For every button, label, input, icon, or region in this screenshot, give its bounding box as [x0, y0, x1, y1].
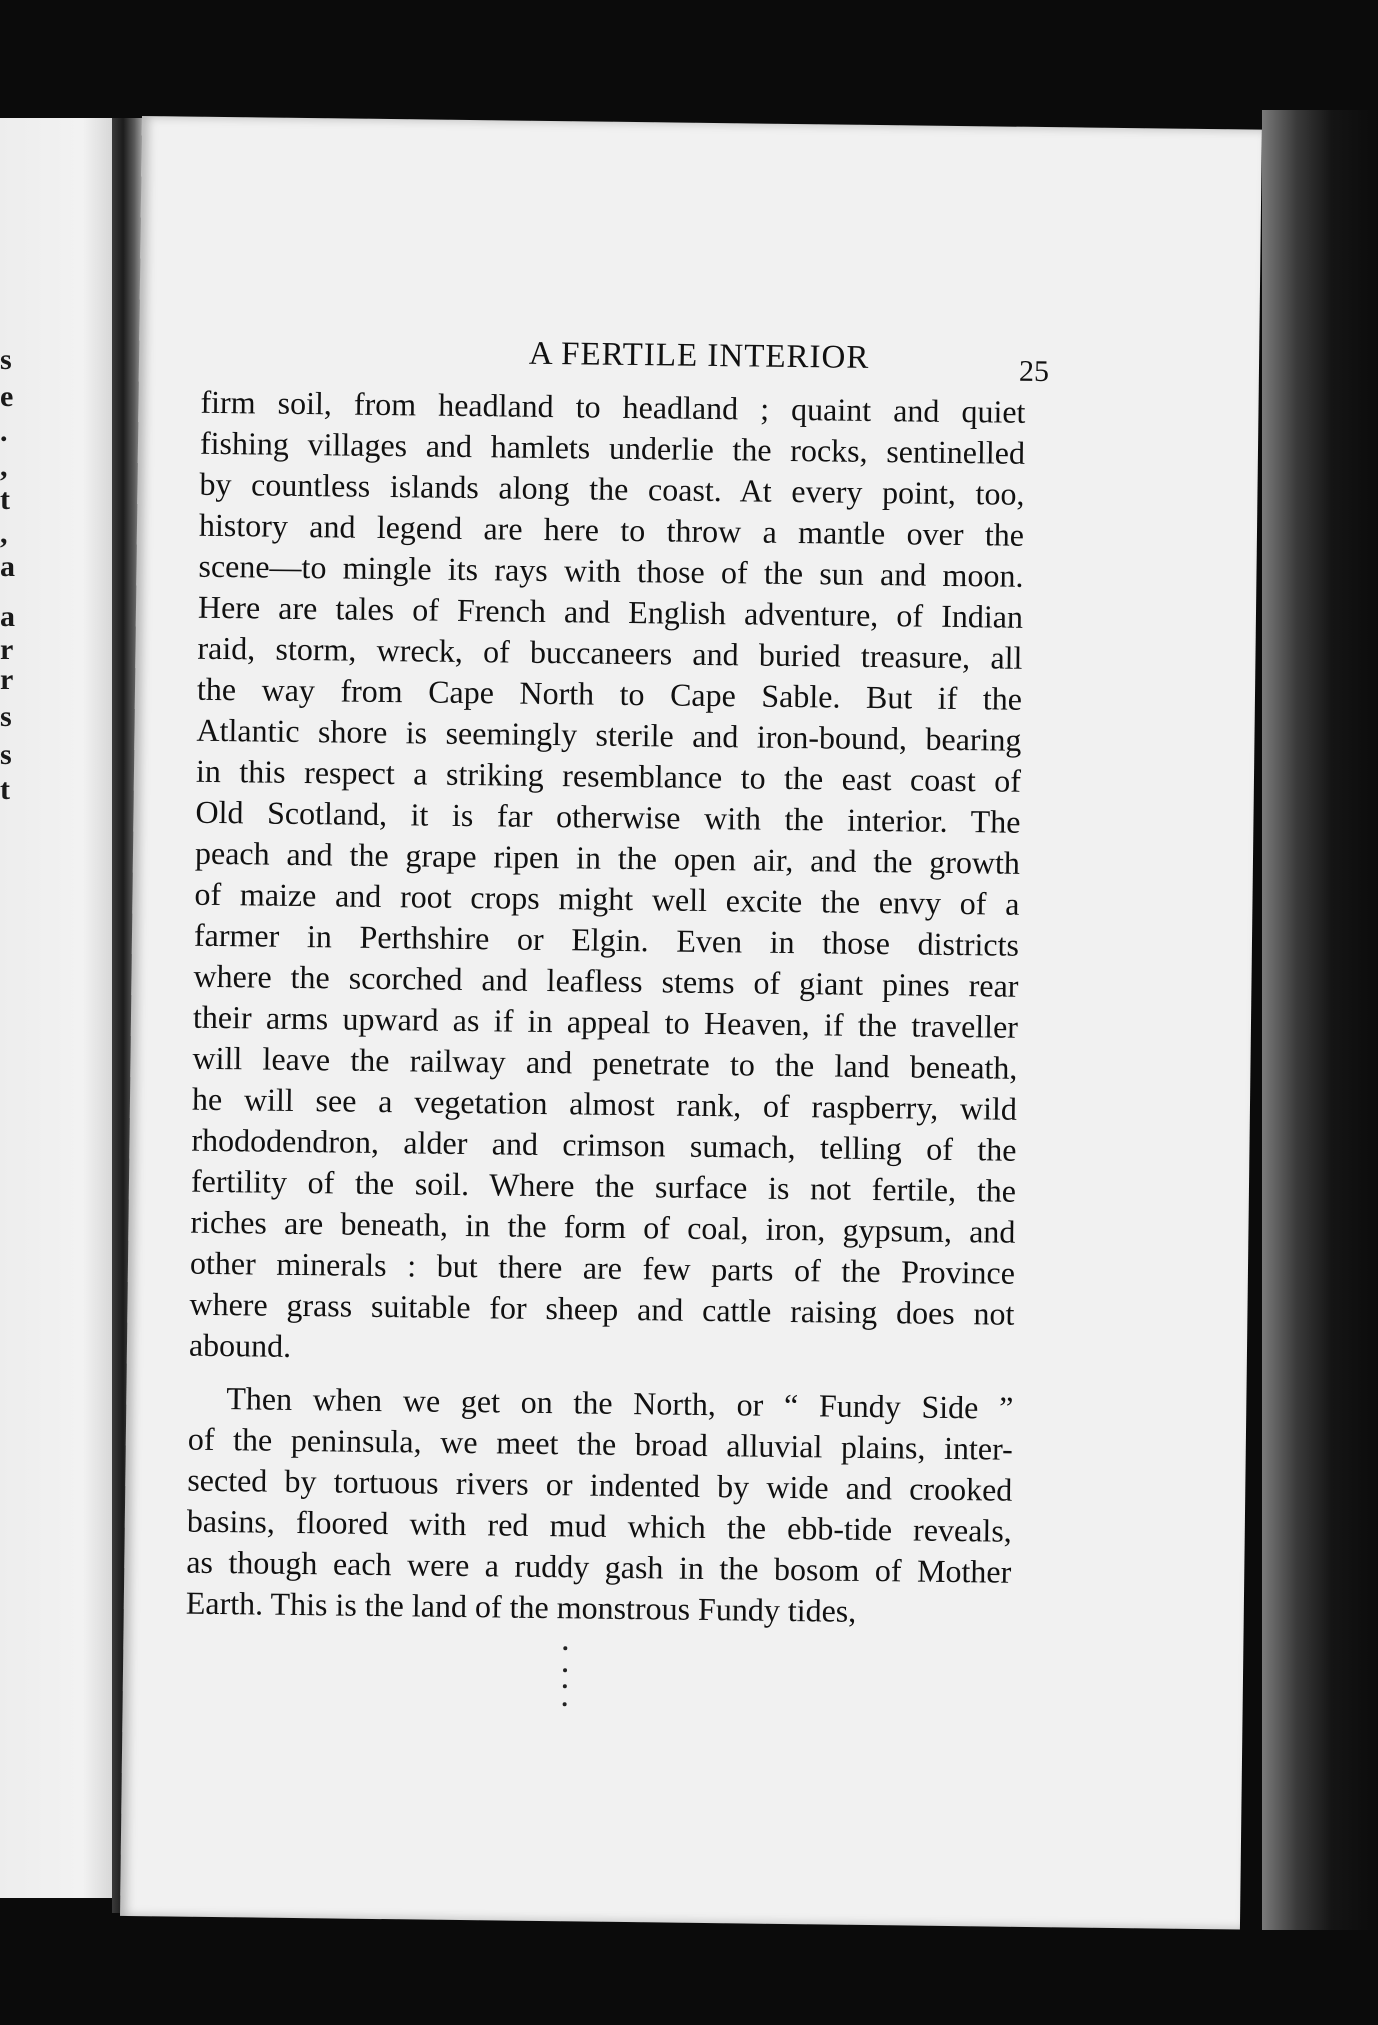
- cut-off-char: e: [0, 380, 14, 413]
- text-line: peach and the grape ripen in the open air, and the growth: [194, 834, 1021, 881]
- cut-off-char: r: [0, 633, 14, 666]
- text-line: the way from Cape North to Cape Sable. But if the: [196, 670, 1023, 717]
- text-line: will leave the railway and penetrate to the land beneath,: [192, 1039, 1018, 1086]
- cut-off-char: t: [0, 483, 10, 516]
- text-line: their arms upward as if in appeal to Heaven, if the traveller: [192, 998, 1019, 1045]
- text-line: basins, floored with red mud which the ebb-tide reveals,: [186, 1502, 1013, 1549]
- text-line: by countless islands along the coast. At every point, too,: [199, 465, 1025, 512]
- text-line: scene—to mingle its rays with those of the sun and moon.: [198, 547, 1024, 594]
- text-line: raid, storm, wreck, of buccaneers and buried treasure, all: [197, 629, 1023, 676]
- text-line: farmer in Perthshire or Elgin. Even in those districts: [193, 916, 1020, 963]
- text-line: rhododendron, alder and crimson sumach, telling of the: [191, 1121, 1017, 1168]
- text-line: in this respect a striking resemblance to the east coast of: [195, 752, 1022, 799]
- running-head: A FERTILE INTERIOR: [528, 335, 870, 376]
- text-line: Atlantic shore is seemingly sterile and iron-bound, bearing: [196, 711, 1022, 758]
- text-line: as though each were a ruddy gash in the bosom of Mother: [186, 1543, 1012, 1590]
- fold-dots: [562, 1646, 569, 1716]
- page-number: 25: [1018, 354, 1050, 389]
- text-line: Old Scotland, it is far otherwise with the interior. The: [195, 793, 1021, 840]
- cut-off-char: a: [0, 550, 15, 583]
- text-line: of the peninsula, we meet the broad alluvial plains, inter-: [187, 1420, 1014, 1467]
- text-line: other minerals : but there are few parts of the Province: [189, 1244, 1016, 1291]
- cut-off-char: s: [0, 738, 12, 771]
- paragraph: [186, 1378, 1014, 1634]
- text-line: abound.: [188, 1326, 292, 1364]
- paragraph: [189, 382, 1026, 1376]
- text-line: he will see a vegetation almost rank, of raspberry, wild: [191, 1080, 1018, 1127]
- cut-off-char: r: [0, 663, 14, 696]
- text-line: history and legend are here to throw a mantle over the: [198, 506, 1025, 553]
- page-edge-shadow: [1262, 110, 1378, 1930]
- cut-off-char: a: [0, 600, 15, 633]
- text-line: firm soil, from headland to headland ; quaint and quiet: [200, 383, 1026, 430]
- body-text: [186, 382, 1026, 1634]
- text-line: Then when we get on the North, or “ Fundy Side ”: [226, 1380, 1014, 1426]
- text-line: of maize and root crops might well excite the envy of a: [194, 875, 1020, 922]
- cut-off-char: t: [0, 773, 10, 806]
- text-line: Here are tales of French and English adventure, of Indian: [197, 588, 1024, 635]
- previous-page-cut-off-text: [0, 118, 30, 1898]
- cut-off-char: s: [0, 343, 12, 376]
- cut-off-char: ,: [0, 517, 8, 550]
- cut-off-char: .: [0, 415, 8, 448]
- text-line: fertility of the soil. Where the surface is not fertile, the: [190, 1162, 1017, 1209]
- book-page: [120, 116, 1262, 1930]
- text-line: fishing villages and hamlets underlie the rocks, sentinelled: [199, 424, 1026, 471]
- text-line: riches are beneath, in the form of coal, iron, gypsum, and: [190, 1203, 1016, 1250]
- cut-off-char: ,: [0, 450, 8, 483]
- cut-off-char: s: [0, 700, 12, 733]
- text-line: where the scorched and leafless stems of giant pines rear: [193, 957, 1019, 1004]
- text-line: where grass suitable for sheep and cattle raising does not: [189, 1285, 1015, 1332]
- text-line: sected by tortuous rivers or indented by wide and crooked: [187, 1461, 1013, 1508]
- text-line: Earth. This is the land of the monstrous Fundy tides,: [185, 1584, 857, 1629]
